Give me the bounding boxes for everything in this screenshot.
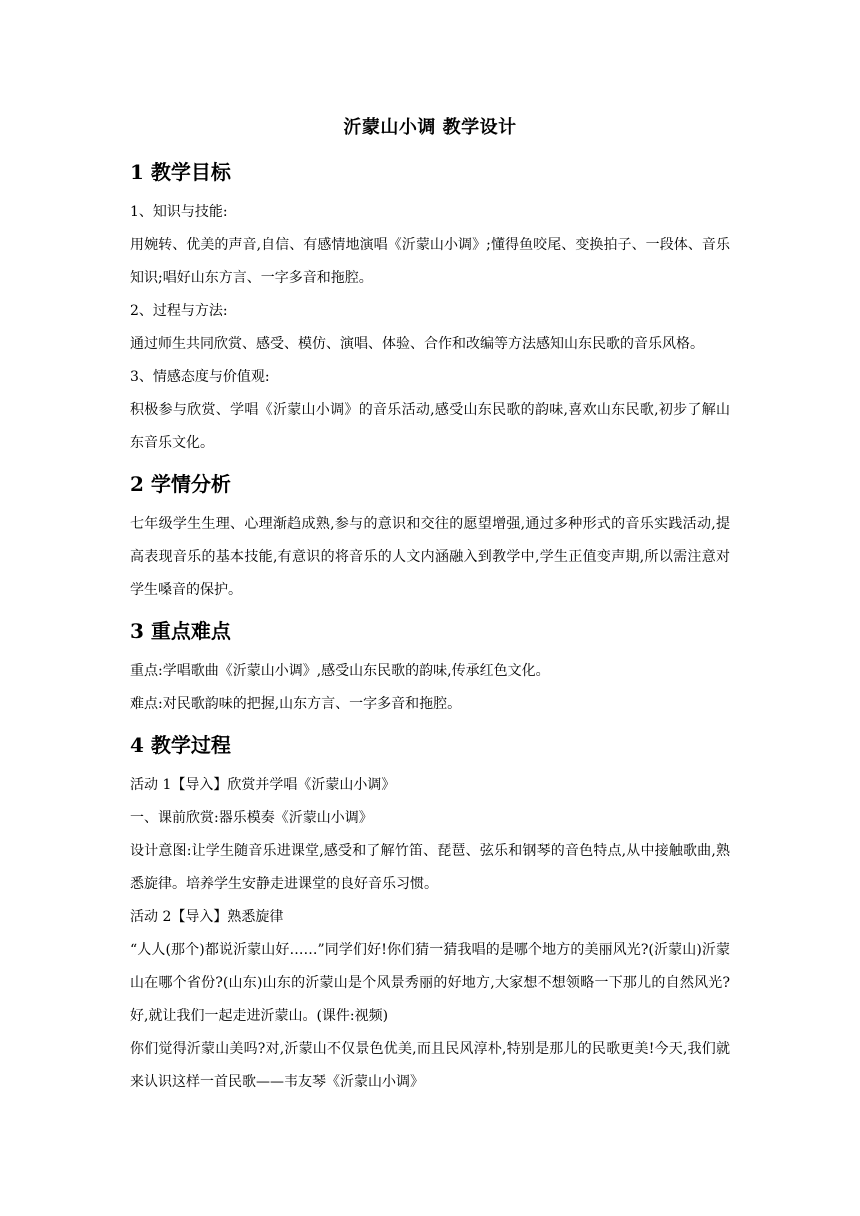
paragraph: 设计意图:让学生随音乐进课堂,感受和了解竹笛、琵琶、弦乐和钢琴的音色特点,从中接触歌曲,熟悉旋律。培养学生安静走进课堂的良好音乐习惯。 [130,843,730,892]
section-teaching-process [130,731,730,1099]
paragraph: 你们觉得沂蒙山美吗?对,沂蒙山不仅景色优美,而且民风淳朴,特别是那儿的民歌更美!今天,我们就来认识这样一首民歌——韦友琴《沂蒙山小调》 [130,1041,730,1090]
document-title: 沂蒙山小调 教学设计 [343,117,517,138]
paragraph: 一、课前欣赏:器乐模奏《沂蒙山小调》 [130,810,373,826]
paragraph: 2、过程与方法: [130,303,228,319]
section-teaching-objectives [130,158,730,460]
section-heading: 4 教学过程 [130,733,231,757]
paragraph: 用婉转、优美的声音,自信、有感情地演唱《沂蒙山小调》;懂得鱼咬尾、变换拍子、一段体、音乐知识;唱好山东方言、一字多音和拖腔。 [130,237,730,286]
document-page [130,112,730,1099]
paragraph: 1、知识与技能: [130,204,228,220]
section-heading: 1 教学目标 [130,160,231,184]
paragraph: 3、情感态度与价值观: [130,369,270,385]
paragraph: 七年级学生生理、心理渐趋成熟,参与的意识和交往的愿望增强,通过多种形式的音乐实践活动,提高表现音乐的基本技能,有意识的将音乐的人文内涵融入到教学中,学生正值变声期,所以需注意对学生嗓音的保护。 [130,516,730,598]
paragraph: 难点:对民歌韵味的把握,山东方言、一字多音和拖腔。 [130,696,462,712]
paragraph: 活动 2【导入】熟悉旋律 [130,909,284,925]
paragraph: 重点:学唱歌曲《沂蒙山小调》,感受山东民歌的韵味,传承红色文化。 [130,663,550,679]
paragraph: 通过师生共同欣赏、感受、模仿、演唱、体验、合作和改编等方法感知山东民歌的音乐风格。 [130,336,704,352]
section-heading: 2 学情分析 [130,472,231,496]
section-key-points [130,617,730,721]
paragraph: 活动 1【导入】欣赏并学唱《沂蒙山小调》 [130,777,396,793]
paragraph: 积极参与欣赏、学唱《沂蒙山小调》的音乐活动,感受山东民歌的韵味,喜欢山东民歌,初步了解山东音乐文化。 [130,402,730,451]
section-heading: 3 重点难点 [130,619,231,643]
paragraph: “人人(那个)都说沂蒙山好……”同学们好!你们猜一猜我唱的是哪个地方的美丽风光?(沂蒙山)沂蒙山在哪个省份?(山东)山东的沂蒙山是个风景秀丽的好地方,大家想不想领略一下那儿的自然风光?好,就让我们一起走进沂蒙山。(课件:视频) [130,942,730,1024]
section-learner-analysis [130,470,730,607]
